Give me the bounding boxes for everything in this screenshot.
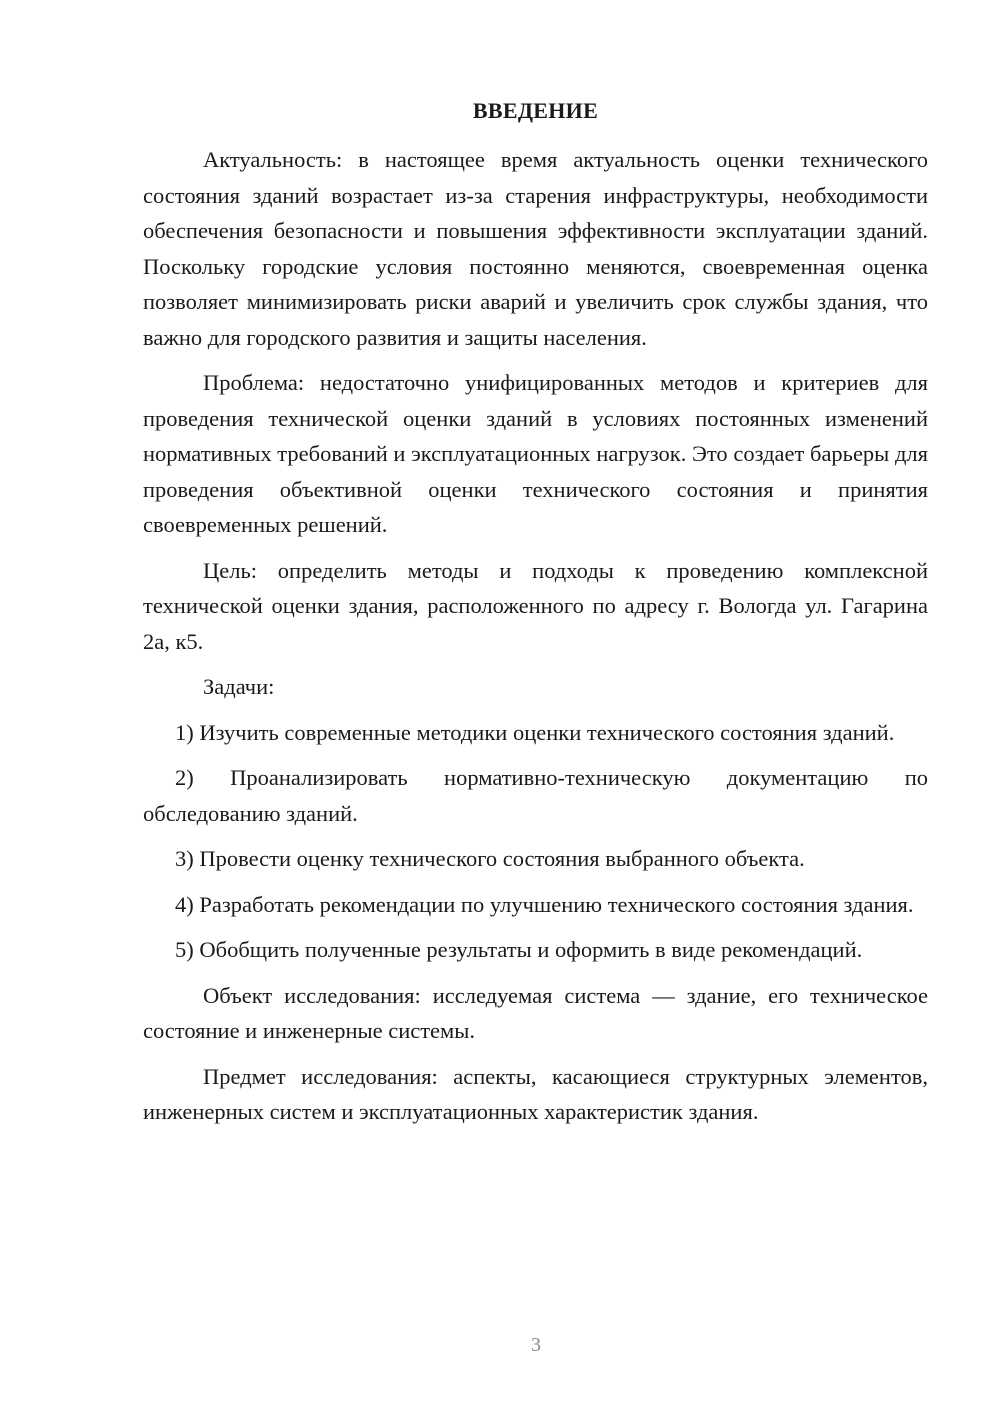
task-item: 2) Проанализировать нормативно-техническую документацию по обследованию зданий. (143, 765, 928, 826)
paragraph-object: Объект исследования: исследуемая система — здание, его техническое состояние и инженерные системы. (143, 982, 928, 1043)
paragraph-relevance: Актуальность: в настоящее время актуальность оценки технического состояния зданий возрастает из-за старения инфраструктуры, необходимости обеспечения безопасности и повышения эффективности эксплуатации зданий. Поскольку городские условия постоянно меняются, своевременная оценка позволяет минимизировать риски аварий и увеличить срок службы здания, что важно для городского развития и защиты населения. (143, 147, 928, 350)
task-item: 4) Разработать рекомендации по улучшению технического состояния здания. (175, 891, 914, 917)
paragraph-tasks-heading: Задачи: (203, 674, 275, 699)
paragraph-subject: Предмет исследования: аспекты, касающиеся структурных элементов, инженерных систем и эксплуатационных характеристик здания. (143, 1063, 928, 1124)
page-content (143, 96, 928, 1140)
paragraph-problem: Проблема: недостаточно унифицированных методов и критериев для проведения технической оценки зданий в условиях постоянных изменений нормативных требований и эксплуатационных нагрузок. Это создает барьеры для проведения объективной оценки технического состояния и принятия своевременных решений. (143, 370, 928, 537)
task-item: 1) Изучить современные методики оценки технического состояния зданий. (175, 719, 895, 745)
task-item: 5) Обобщить полученные результаты и оформить в виде рекомендаций. (175, 937, 863, 962)
page-number: 3 (531, 1334, 541, 1356)
task-item: 3) Провести оценку технического состояния выбранного объекта. (175, 846, 805, 871)
page-title: ВВЕДЕНИЕ (472, 98, 599, 123)
paragraph-goal: Цель: определить методы и подходы к проведению комплексной технической оценки здания, расположенного по адресу г. Вологда ул. Гагарина 2а, к5. (143, 557, 928, 654)
